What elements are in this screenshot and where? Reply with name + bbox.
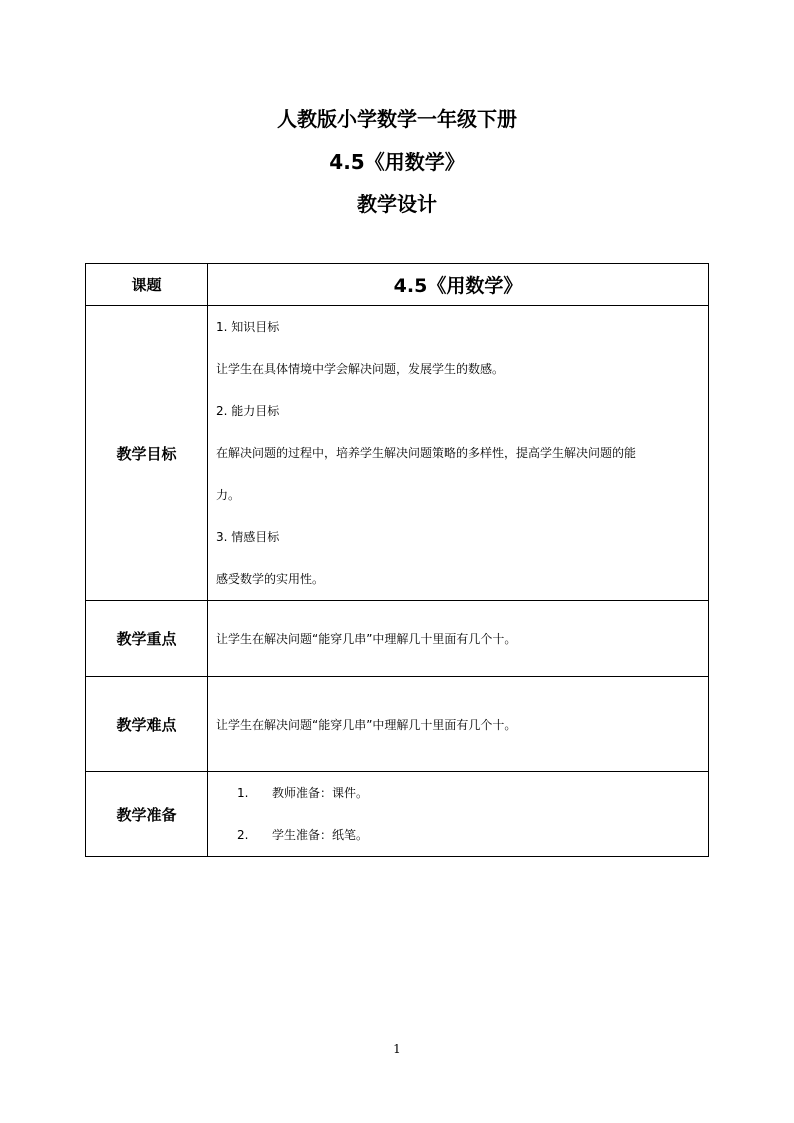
objectives-cell xyxy=(208,306,709,601)
list-item-text: 教师准备：课件。 xyxy=(272,786,369,800)
objectives-label: 教学目标 xyxy=(86,306,208,601)
document-title: 人教版小学数学一年级下册 xyxy=(277,107,517,131)
document-subtitle: 教学设计 xyxy=(357,192,437,216)
preparation-label: 教学准备 xyxy=(86,772,208,857)
table-row-preparation xyxy=(86,772,709,857)
preparation-cell xyxy=(208,772,709,857)
list-item xyxy=(216,772,708,814)
table-row-key-points xyxy=(86,601,709,677)
objective-line: 感受数学的实用性。 xyxy=(216,572,325,586)
objective-line: 在解决问题的过程中，培养学生解决问题策略的多样性，提高学生解决问题的能 xyxy=(216,446,637,460)
lesson-plan-table xyxy=(85,263,709,857)
difficulties-value: 让学生在解决问题“能穿几串”中理解几十里面有几个十。 xyxy=(208,677,709,772)
objective-line: 3. 情感目标 xyxy=(216,530,280,544)
lesson-title: 4.5《用数学》 xyxy=(329,150,465,174)
key-points-label: 教学重点 xyxy=(86,601,208,677)
table-row-objectives xyxy=(86,306,709,601)
objective-line: 力。 xyxy=(216,488,241,502)
table-row-topic xyxy=(86,264,709,306)
list-number: 1. xyxy=(237,786,249,800)
key-points-value: 让学生在解决问题“能穿几串”中理解几十里面有几个十。 xyxy=(208,601,709,677)
objective-line: 2. 能力目标 xyxy=(216,404,280,418)
list-item xyxy=(216,814,708,856)
objective-line: 让学生在具体情境中学会解决问题，发展学生的数感。 xyxy=(216,362,505,376)
table-row-difficulties xyxy=(86,677,709,772)
topic-value: 4.5《用数学》 xyxy=(208,264,709,306)
list-item-text: 学生准备：纸笔。 xyxy=(272,828,369,842)
list-number: 2. xyxy=(237,828,249,842)
page-number: 1 xyxy=(393,1042,401,1056)
difficulties-label: 教学难点 xyxy=(86,677,208,772)
objective-line: 1. 知识目标 xyxy=(216,320,280,334)
topic-label: 课题 xyxy=(86,264,208,306)
